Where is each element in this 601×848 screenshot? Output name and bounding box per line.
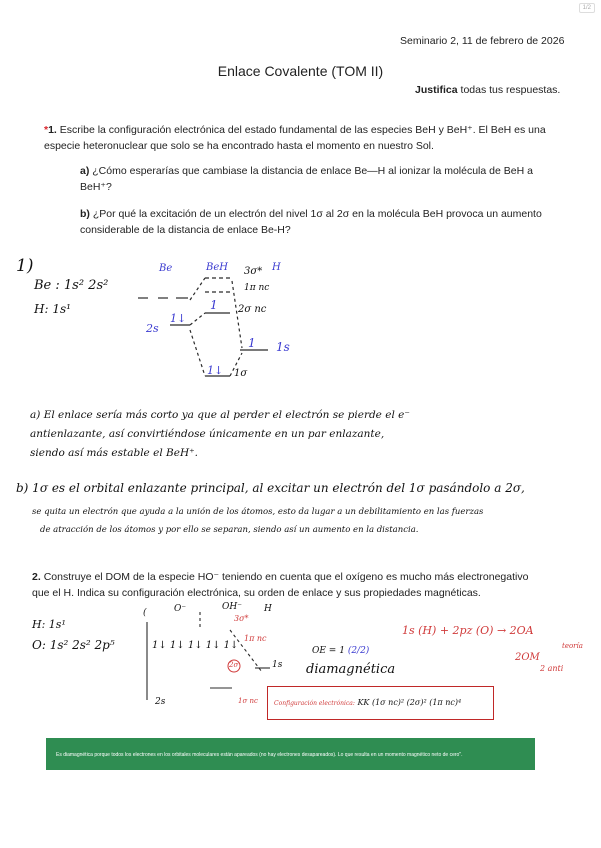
instruction-rest: todas tus respuestas.	[460, 84, 561, 96]
config-label: Configuración electrónica:	[274, 700, 355, 707]
answer2-col-h: H	[264, 604, 272, 614]
lcao-note-4: 2 anti	[540, 664, 564, 673]
question-1a-text2: BeH⁺?	[80, 181, 112, 193]
answer2-orb-1s-bottom: 1σ nc	[238, 697, 258, 705]
answer2-orb-3s: 3σ*	[234, 614, 249, 623]
instruction-bold: Justifica	[415, 84, 458, 96]
question-1b-text2: considerable de la distancia de enlace Be-H?	[80, 224, 291, 236]
config-row	[274, 698, 461, 707]
answer-1b-line3: de atracción de los átomos y por ello se separan, siendo así un aumento en la distancia.	[40, 525, 419, 535]
answer-1a-line3: siendo así más estable el BeH⁺.	[30, 447, 198, 459]
answer2-orb-2s-small: 2σ	[229, 661, 239, 669]
diagram1-e-single-top: 1	[210, 298, 218, 312]
question-2-number: 2.	[32, 571, 41, 583]
answer-1a-line2: antienlazante, así convirtiéndose únicamente en un par enlazante,	[30, 428, 385, 440]
diagram1-col-h: H	[272, 262, 281, 273]
answer-1b-line1: b) 1σ es el orbital enlazante principal, al excitar un electrón del 1σ pasándolo a 2σ,	[16, 481, 525, 495]
header-date: Seminario 2, 11 de febrero de 2026	[400, 35, 565, 47]
answer2-pairs: 1↓ 1↓ 1↓ 1↓ 1↓	[152, 640, 239, 651]
diagram1-orb-2s: 2s	[146, 322, 159, 335]
answer2-col-oh: OH⁻	[222, 602, 242, 612]
question-1b-label: b)	[80, 208, 90, 220]
diagram1-e-pair-1sigma: 1↓	[207, 364, 224, 377]
answer2-bracket: (	[143, 608, 147, 618]
required-star: *	[44, 124, 49, 136]
diagram1-col-be: Be	[159, 263, 173, 274]
question-1-number: 1.	[48, 124, 57, 136]
magnetic-property: diamagnética	[306, 662, 396, 677]
question-2-text1: Construye el DOM de la especie HO⁻ teniendo en cuenta que el oxígeno es mucho más electronegativo	[43, 571, 529, 583]
bond-order-note: (2/2)	[347, 646, 370, 656]
diagram1-orb-3s: 3σ*	[244, 266, 263, 277]
h-config: H: 1s¹	[34, 302, 71, 316]
question-1a-label: a)	[80, 165, 90, 177]
bond-order	[312, 646, 369, 656]
question-1b-text1: ¿Por qué la excitación de un electrón del nivel 1σ al 2σ en la molécula BeH provoca un aumento	[92, 208, 542, 220]
answer2-orb-2s-label: 2s	[155, 697, 166, 707]
lcao-note: 1s (H) + 2pz (O) → 2OA	[402, 624, 534, 637]
diagram1-e-pair-2s: 1↓	[170, 312, 187, 325]
answer-1a-line1: a) El enlace sería más corto ya que al perder el electrón se pierde el e⁻	[30, 409, 410, 421]
answer-1-label: 1)	[16, 256, 34, 276]
answer2-orb-1s: 1s	[272, 660, 283, 670]
answer-1b-line2: se quita un electrón que ayuda a la unión de los átomos, esto da lugar a un debilitamiento en las fuerzas	[32, 507, 484, 517]
diagram1-orb-1pi: 1π nc	[244, 283, 270, 293]
lcao-note-2: 2OM	[515, 652, 540, 663]
be-config: Be : 1s² 2s²	[34, 278, 109, 293]
diagram1-orb-2s-nc: 2σ nc	[238, 304, 267, 315]
lcao-note-3: teoría	[562, 642, 583, 650]
bond-order-value: OE = 1	[312, 646, 345, 656]
answer2-o-config: O: 1s² 2s² 2p⁵	[32, 638, 115, 652]
question-1-text1: Escribe la configuración electrónica del estado fundamental de las especies BeH y BeH⁺. El BeH es una	[59, 124, 546, 136]
green-note-text: Es diamagnética porque todos los electrones en los orbitales moleculares están apareados (no hay electrones desapareados). Lo que resulta en un momento magnético neto de cero".	[56, 752, 463, 758]
page-indicator: 1/2	[579, 3, 595, 13]
diagram1-col-beh: BeH	[206, 262, 228, 273]
question-2-text2: que el H. Indica su configuración electrónica, su orden de enlace y sus propiedades magnéticas.	[32, 587, 481, 599]
diagram1-orb-1s: 1s	[276, 340, 290, 354]
question-1a-text1: ¿Cómo esperarías que cambiase la distancia de enlace Be—H al ionizar la molécula de BeH a	[92, 165, 533, 177]
question-1-text2: especie heteronuclear que solo se ha encontrado hasta el momento en nuestro Sol.	[44, 140, 434, 152]
diagram1-orb-1sigma: 1σ	[234, 368, 248, 379]
config-value: KK (1σ nc)² (2σ)² (1π nc)⁴	[357, 698, 462, 707]
diagram1-e-single-1s: 1	[248, 336, 256, 350]
answer2-h-config: H: 1s¹	[32, 618, 66, 631]
answer2-col-o: O⁻	[174, 604, 187, 614]
answer2-orb-1pi: 1π nc	[244, 634, 267, 643]
page-title: Enlace Covalente (TOM II)	[217, 63, 384, 79]
